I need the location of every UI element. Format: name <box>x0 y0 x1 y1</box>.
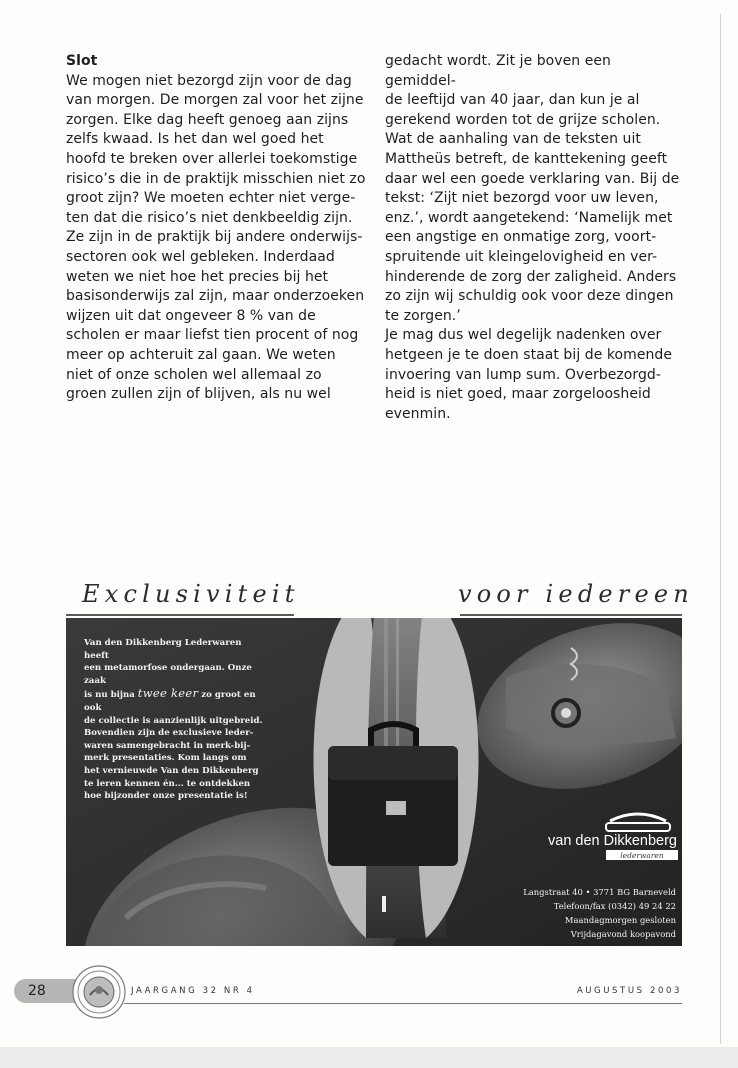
scan-bottom-band <box>0 1047 738 1068</box>
ad-body-text <box>84 637 266 803</box>
footer-rule <box>124 1003 682 1004</box>
article-column-left <box>66 52 366 405</box>
ad-header <box>66 560 694 618</box>
contact-hours-friday: Vrijdagavond koopavond <box>570 929 676 939</box>
advertisement <box>66 560 694 946</box>
brand-logo <box>548 805 684 863</box>
ad-contact <box>523 885 676 941</box>
page-number: 28 <box>14 979 78 1003</box>
brand-name <box>548 833 684 849</box>
footer-date: AUGUSTUS 2003 <box>576 986 682 996</box>
ad-body-part: zo groot en ook de collectie is aanzienlijk uitgebreid. Bovendien zijn de exclusieve leder- waren samengebracht in merk-bij- merk presentaties. Kom langs om het vernieuwde Van den Dikkenberg te leren kennen én... te ontdekken hoe bijzonder onze presentatie is! <box>84 690 263 802</box>
brand-subtitle: lederwaren <box>620 851 664 860</box>
contact-hours-monday: Maandagmorgen gesloten <box>564 915 676 925</box>
ad-headline-rule <box>66 614 294 616</box>
page-edge-rule <box>720 14 721 1044</box>
contact-address: Langstraat 40 • 3771 BG Barneveld <box>523 887 676 897</box>
contact-phone: Telefoon/fax (0342) 49 24 22 <box>553 901 676 911</box>
magazine-seal-icon <box>72 965 126 1019</box>
footer-issue: JAARGANG 32 NR 4 <box>131 986 255 996</box>
article-text-right: gedacht wordt. Zit je boven een gemiddel- de leeftijd van 40 jaar, dan kun je al gerekend worden tot de grijze scholen. Wat de aanhaling van de teksten uit Mattheüs betreft, de kanttekening geeft daar wel een goede verklaring van. Bij de tekst: ‘Zijt niet bezorgd voor uw leven, enz.’, wordt aangetekend: ‘Namelijk met een angstige en onmatige zorg, voort- spruitende uit kleingelovigheid en ver- hinderende de zorg der zaligheid. Anders zo zijn wij schuldig ook voor deze dingen te zorgen.’ Je mag dus wel degelijk nadenken over hetgeen je te doen staat bij de komende invoering van lump sum. Overbezorgd- heid is niet goed, maar zorgeloosheid evenmin. <box>385 53 680 422</box>
brand-prefix: van den <box>548 833 604 849</box>
article-column-right <box>385 52 685 424</box>
ad-headline-rule <box>460 614 682 616</box>
ad-body-emphasis: twee keer <box>137 686 199 701</box>
ad-body-part: Van den Dikkenberg Lederwaren heeft een metamorfose ondergaan. Onze zaak is nu bijna <box>84 638 252 701</box>
article-text-left: We mogen niet bezorgd zijn voor de dag van morgen. De morgen zal voor het zijne zorgen. Elke dag heeft genoeg aan zijns zelfs kwaad. Is het dan wel goed het hoofd te breken over allerlei toekomstige risico’s die in de praktijk misschien niet zo groot zijn? We moeten echter niet verge- ten dat die risico’s niet denkbeeldig zijn. Ze zijn in de praktijk bij andere onderwijs- sectoren ook wel gebleken. Inderdaad weten we niet hoe het precies bij het basisonderwijs zal zijn, maar onderzoeken wijzen uit dat ongeveer 8 % van de scholen er maar liefst tien procent of nog meer op achteruit zal gaan. We weten niet of onze scholen wel allemaal zo groen zullen zijn of blijven, als nu wel <box>66 72 366 403</box>
brand-name-main: Dikkenberg <box>603 833 677 849</box>
ad-headline-right: voor iedereen <box>458 580 694 608</box>
section-heading: Slot <box>66 53 98 69</box>
ad-headline-left: Exclusiviteit <box>82 580 300 608</box>
